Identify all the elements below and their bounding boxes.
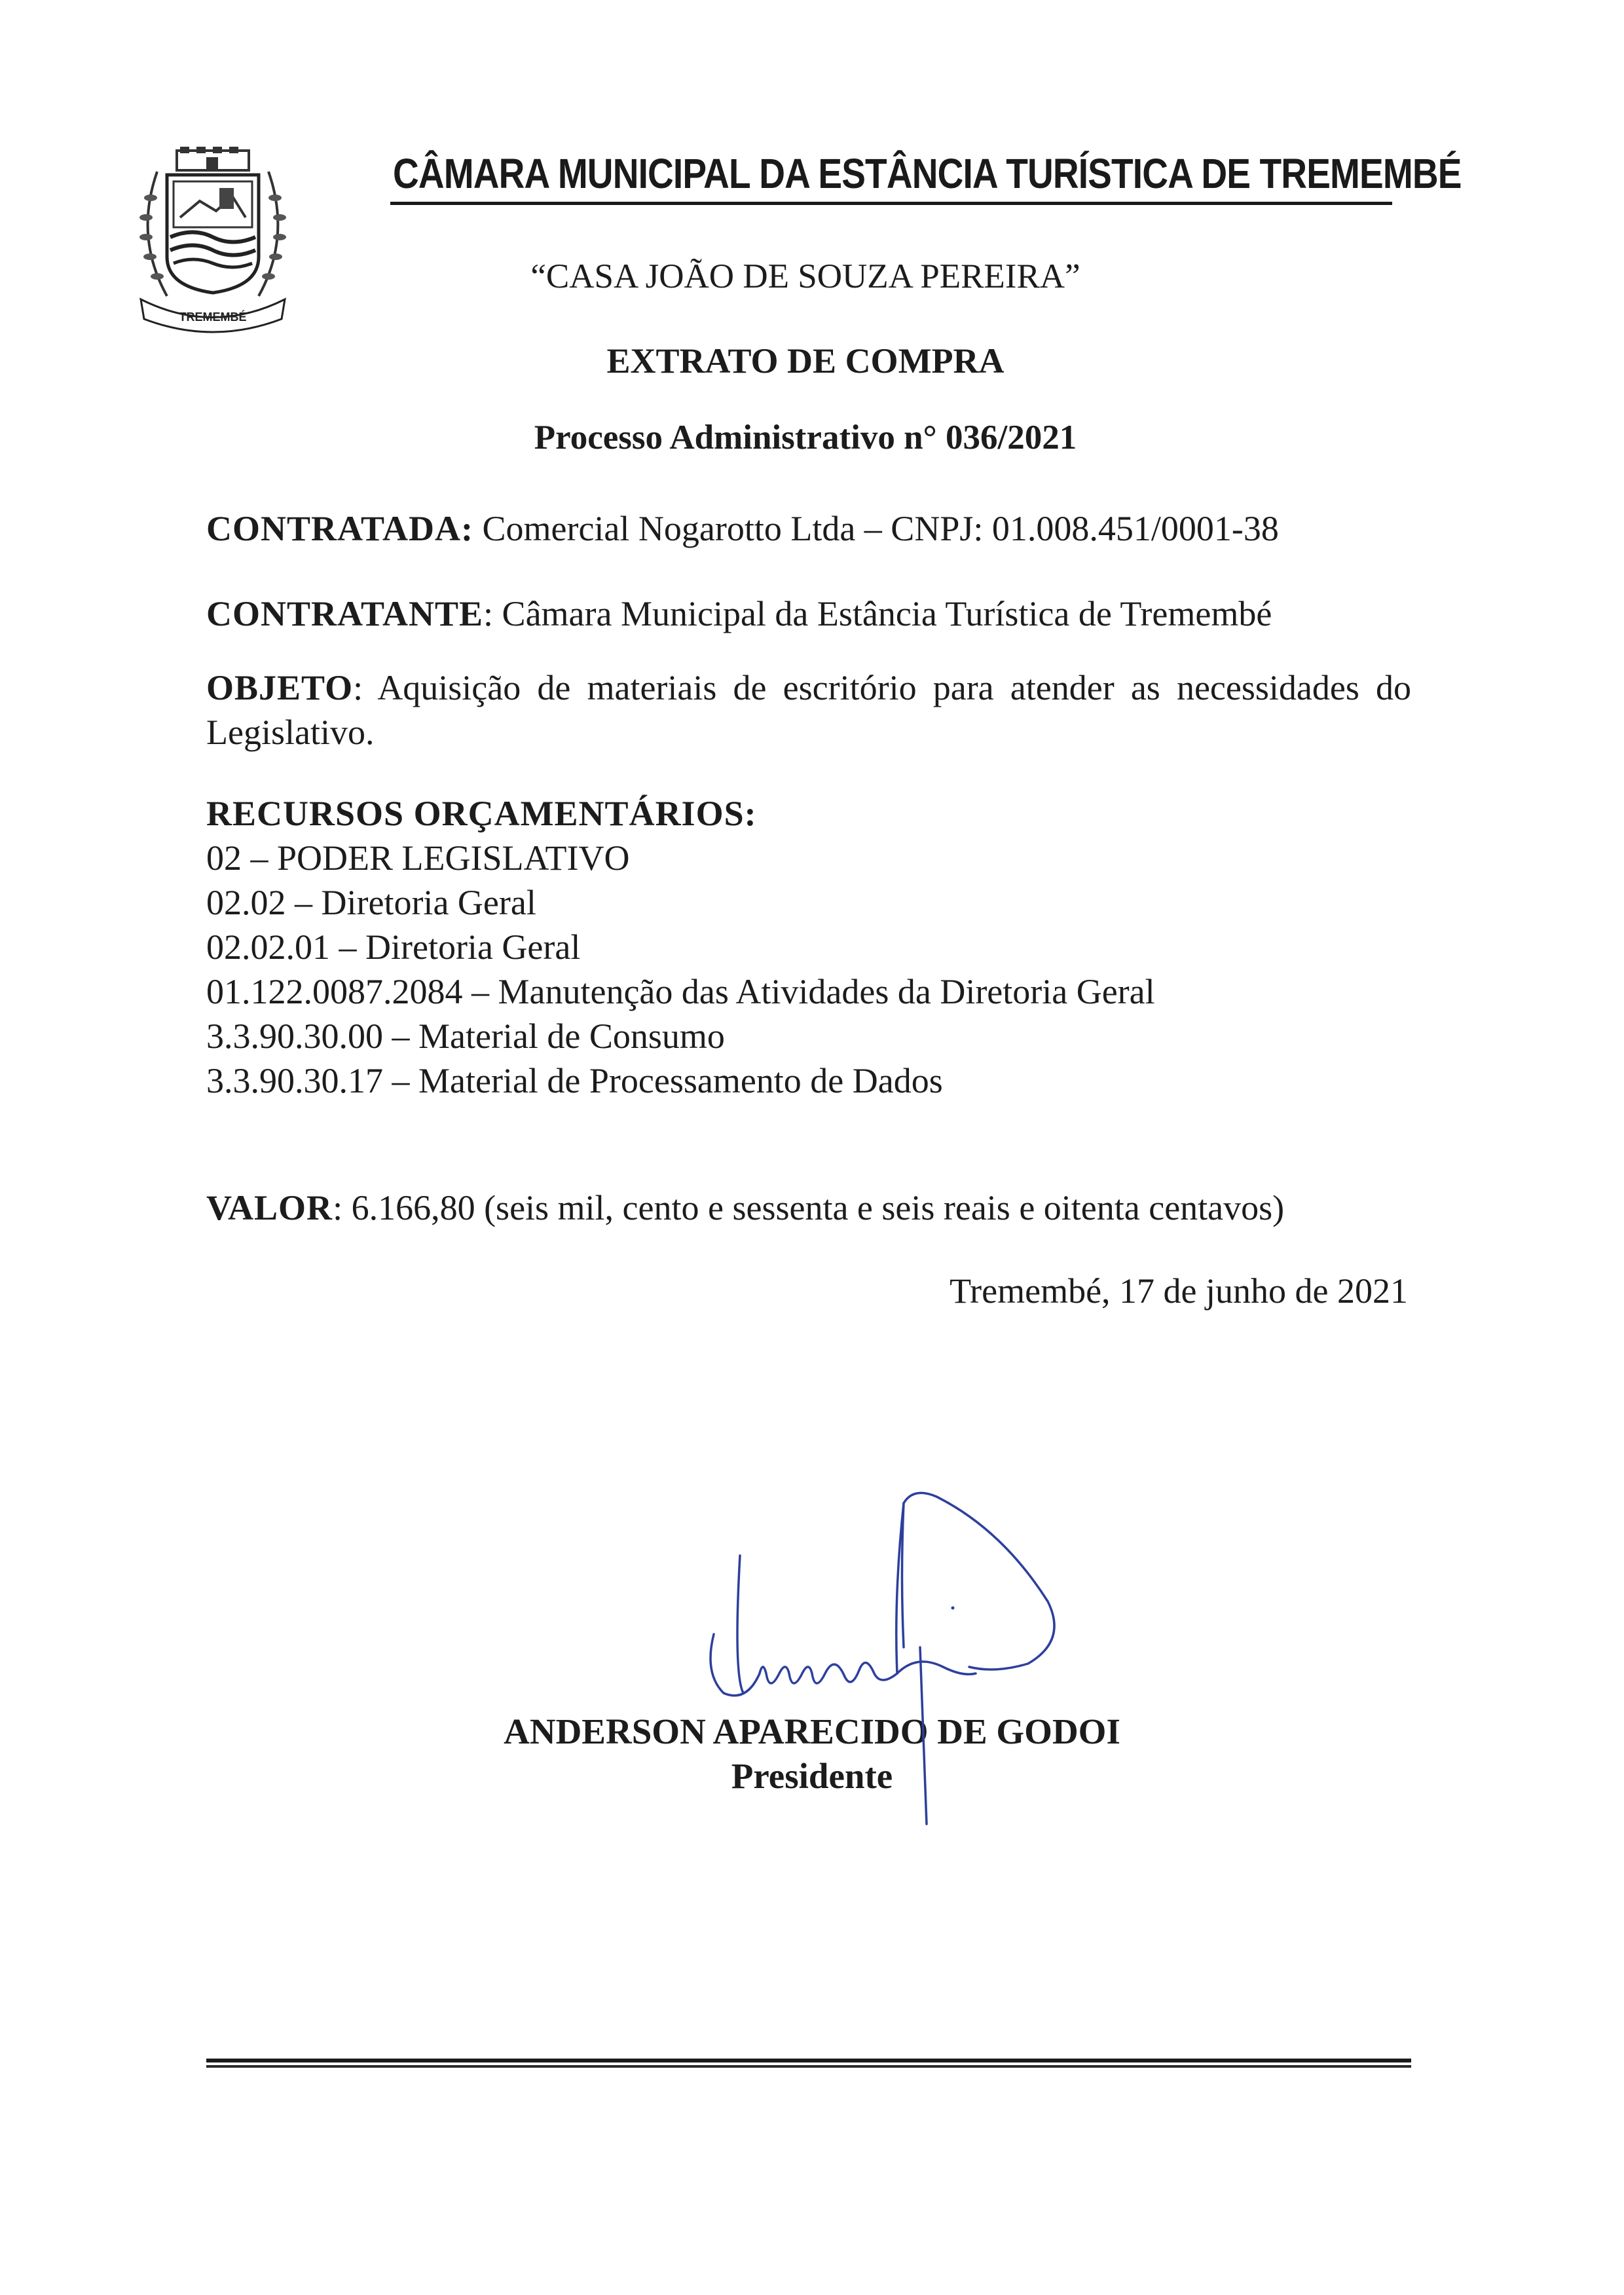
title-underline	[390, 202, 1392, 205]
footer-rule	[206, 2065, 1411, 2068]
crest-ribbon-text: TREMEMBÉ	[179, 310, 247, 324]
signer-role: Presidente	[731, 1756, 893, 1796]
contratante-line	[206, 591, 1411, 636]
recursos-item: 3.3.90.30.00 – Material de Consumo	[206, 1017, 725, 1056]
document-title: EXTRATO DE COMPRA	[606, 341, 1005, 381]
recursos-item: 01.122.0087.2084 – Manutenção das Atividades da Diretoria Geral	[206, 972, 1155, 1011]
recursos-item: 3.3.90.30.17 – Material de Processamento de Dados	[206, 1061, 943, 1100]
footer-rule	[206, 2059, 1411, 2062]
recursos-item: 02 – PODER LEGISLATIVO	[206, 838, 630, 878]
valor-label: VALOR	[206, 1188, 333, 1227]
organization-title: CÂMARA MUNICIPAL DA ESTÂNCIA TURÍSTICA DE TREMEMBÉ	[393, 150, 1462, 197]
contratante-label: CONTRATANTE	[206, 594, 484, 633]
place-date: Tremembé, 17 de junho de 2021	[950, 1271, 1408, 1311]
recursos-heading: RECURSOS ORÇAMENTÁRIOS:	[206, 794, 757, 833]
contratada-line	[206, 506, 1411, 551]
contratante-value: : Câmara Municipal da Estância Turística de Tremembé	[483, 594, 1272, 633]
contratada-value: Comercial Nogarotto Ltda – CNPJ: 01.008.451/0001-38	[473, 509, 1279, 548]
objeto-label: OBJETO	[206, 668, 354, 707]
objeto-paragraph	[206, 665, 1411, 755]
contratada-label: CONTRATADA:	[206, 509, 473, 548]
house-name: “CASA JOÃO DE SOUZA PEREIRA”	[530, 257, 1080, 295]
valor-value: : 6.166,80 (seis mil, cento e sessenta e seis reais e oitenta centavos)	[333, 1188, 1285, 1227]
signer-name: ANDERSON APARECIDO DE GODOI	[504, 1711, 1120, 1751]
valor-line	[206, 1185, 1411, 1230]
recursos-item: 02.02 – Diretoria Geral	[206, 883, 536, 922]
handwritten-signature	[688, 1477, 1080, 1844]
recursos-item: 02.02.01 – Diretoria Geral	[206, 927, 581, 967]
municipal-crest-logo	[128, 145, 298, 342]
recursos-list	[206, 836, 1155, 1103]
objeto-value: : Aquisição de materiais de escritório para atender as necessidades do Legislativo.	[206, 668, 1411, 752]
process-number: Processo Administrativo n° 036/2021	[534, 419, 1077, 457]
